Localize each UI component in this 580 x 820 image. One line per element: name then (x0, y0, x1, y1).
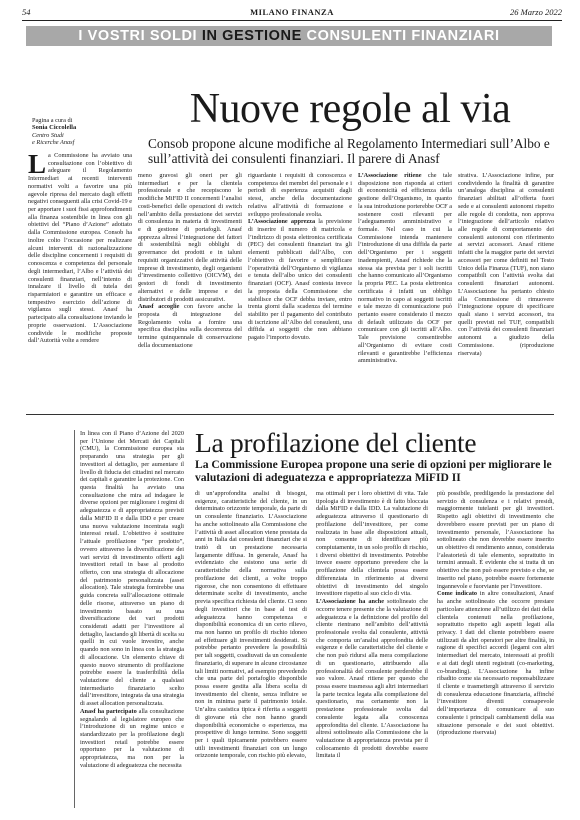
article1-col4-text: che tale disposizione non risponda ai criteri di economicità ed efficienza della gestione dell’Organismo, in quanto la sua introduzione porterebbe OCF a sostenere costi rilevanti per l’adeguamento amministrativo e formale. Nel caso in cui la Commissione intenda mantenere l’introduzione di una diffida da parte dell’Organismo per i soggetti inadempienti, Anasf richiede che la stessa sia prevista per i soli iscritti che hanno comunicato all’Organismo la propria PEC. La posta elettronica certificata è infatti un obbligo normativo in capo ai soggetti iscritti e tale mezzo di comunicazione può pertanto essere considerato il mezzo di default utilizzato da OCF per comunicare con gli iscritti all’Albo. Tale previsione consentirebbe all’Organismo di evitare costi rilevanti e garantirebbe l’efficienza amministrativa. (358, 172, 452, 365)
article2-col1-para2: alla consultazione segnalando al legislatore europeo che l’introduzione di un regime unico e standardizzato per la profilazione degli investitori retail potrebbe essere opportuno per la valutazione di appropriatezza, ma non per la valutazione di adeguatezza che necessita (80, 707, 184, 769)
masthead: MILANO FINANZA (250, 7, 334, 17)
article1-subtitle: Consob propone alcune modifiche al Regolamento Intermediari sull’Albo e sull’attività dei consulenti finanziari. Il parere di Anasf (148, 136, 550, 166)
article1-column-3 (248, 172, 352, 408)
article1-col2-para2: con favore anche la proposta di integrazione del Regolamento volta a fornire una specifica disciplina sulla decorrenza del termine quinquennale di conservazione della documentazione (138, 303, 242, 349)
byline-dept1: Centro Studi (32, 131, 64, 139)
banner-part1: I VOSTRI SOLDI (78, 28, 198, 44)
issue-date: 26 Marzo 2022 (510, 7, 562, 17)
article1-title: Nuove regole al via (189, 86, 511, 132)
article1-col4-lead: L’Associazione ritiene (358, 172, 422, 179)
article1-col2-lead: Anasf accoglie (138, 303, 180, 311)
byline (32, 117, 80, 147)
banner-part3: CONSULENTI FINANZIARI (306, 28, 500, 44)
article1-col2-para1: meno gravosi gli oneri per gli intermediari e per la clientela professionale e che recepiscono le modifiche MiFID II concernenti l’analisi costi-benefici delle operazioni di switch nell’ambito della prestazione dei servizi di consulenza in materia di investimenti e di gestione di portafogli. Anasf apprezza altresì l’integrazione dei fattori di sostenibilità negli obblighi di governance dei prodotti e in taluni requisiti organizzativi delle attività delle imprese di investimento, degli organismi d’investimento collettivo (OICVM), dei gestori di fondi di investimento alternativi e delle imprese e dei distributori di prodotti assicurativi. (138, 172, 242, 303)
dropcap: L (28, 152, 47, 179)
article1-column-2 (138, 172, 242, 408)
article1-col3-lead: L’Associazione apprezza (248, 218, 316, 226)
article2-col4-para2: in altre consultazioni, Anasf ha anche sottolineato che occorre prestare particolare attenzione all’utilizzo dei dati della clientela contenuti nella profilazione, soprattutto rispetto agli aspetti legati alla privacy. I dati del cliente potrebbero essere utilizzati da altri operatori per altre finalità, in ragione di specifici accordi (legami con altri intermediari del mercato, interessati ai profili e ai dati degli utenti registrati (co-marketing, co-branding). L’Associazione ha infine ribadito come sia necessario responsabilizzare il cliente e trasmettergli attraverso il servizio di consulenza educazione finanziaria, affinché l’investitore diventi consapevole dell’importanza di comunicare al suo consulente i principali cambiamenti della sua situazione personale e dei suoi obiettivi. (riproduzione riservata) (437, 590, 554, 737)
article1-column-5 (458, 172, 554, 408)
article2-title: La profilazione del cliente (195, 427, 477, 458)
page-number: 54 (22, 7, 31, 17)
article2-col4-lead: Come indicato (437, 590, 478, 598)
page-header (22, 6, 562, 21)
article2-column-1 (80, 430, 184, 810)
article2-column-3 (316, 490, 428, 810)
byline-author: Sonia Ciccolella (32, 124, 77, 132)
article2-col2-text: di un’approfondita analisi di bisogni, esigenze, caratteristiche del cliente, in un determinato orizzonte temporale, da parte di un consulente finanziario. L’Associazione ha anche sottolineato alla Commissione che l’attività di asset allocation viene prestata da anni in Italia dai consulenti finanziari che si trattò di un prestazione necessaria largamente diffusa. In generale, Anasf ha evidenziato che esistono una serie di caratteristiche della normativa sulla profilazione dei clienti, a volte troppo rigorose, che non consentono di effettuare determinate scelte di investimento, anche previa specifica richiesta del cliente. Ci sono degli investitori che in base al test di adeguatezza hanno competenza e disponibilità economica di un certo rilievo, ma non hanno un profilo di rischio idoneo ad effettuare gli investimenti desiderati. Si potrebbe pertanto prevedere la possibilità per tali soggetti, coadiuvati da un consulente finanziario, di superare in alcune circostanze tali limiti normativi, ad esempio prevedendo che una parte del portafoglio disponibile possa essere gestita alla libera scelta di investimento del cliente, senza influire se non in minima parte il patrimonio totale. Un’altra casistica tipica è riferita a soggetti di giovane età che non hanno grandi disponibilità economiche o esperienza, ma prospettive di lungo termine. Sono soggetti per i quali tipicamente potrebbero essere utili investimenti finanziari con un lungo orizzonte temporale, con rischio più elevato, (195, 490, 307, 760)
article1-col3-para2: la previsione di inserire il numero di matricola e l’indirizzo di posta elettronica certificata (PEC) dei consulenti finanziari tra gli elementi pubblicati dall’Albo, con l’obiettivo di favorire e semplificare l’operatività dell’Organismo di vigilanza e tenuta dell’albo unico dei consulenti finanziari (OCF). Anasf contesta invece la proposta della Commissione che stabilisce che OCF debba inviare, entro trenta giorni dalla scadenza del termine stabilito per il pagamento del contributo di iscrizione all’Albo del consulenti, una diffida ai soggetti che non abbiano pagato l’importo dovuto. (248, 218, 352, 342)
section-banner (26, 26, 552, 46)
byline-intro: Pagina a cura di (32, 117, 73, 124)
article2-col1-para1: In linea con il Piano d’Azione del 2020 per l’Unione dei Mercati dei Capitali (CMU), la Commissione europea sta preparando una strategia per gli investitori al dettaglio, per aumentare il livello di fiducia dei cittadini nel mercato dei capitali e garantire la protezione. Con questa finalità ha avviato una consultazione che mira ad indagare le diverse opzioni per migliorare i regimi di adeguatezza e di appropriatezza previsti dalla MiFID II e dalla IDD e per creare una nuova valutazione incentrata sugli interessi retail. L’obiettivo è sostituire l’attuale profilazione “per prodotto”, ovvero attraverso la diversificazione dei vari servizi di investimento offerti agli investitori retail in base al prodotto offerto, con una strategia di allocazione del patrimonio personalizzata (asset allocation). Tale strategia fornirebbe una guida concreta sull’allocazione ottimale delle risorse, attraverso un piano di investimento basato su una diversificazione dei vari prodotti considerati adatti per l’investitore al dettaglio, lasciando gli libertà di scelta su quelli in cui vuole investire, anche quando non sono in linea con la strategia di allocazione. Un elemento chiave di questo nuovo strumento di profilazione potrebbe essere la trasferibilità della valutazione del cliente a qualsiasi intermediario finanziario scelto dall’investitore, integrata da una strategia di asset allocation personalizzata. (80, 430, 184, 708)
banner-part2: IN GESTIONE (201, 28, 302, 44)
article-separator (26, 414, 554, 415)
article1-col5-text: strativa. L’Associazione infine, pur condividendo la finalità di garantire un’analoga disciplina ai consulenti finanziari abilitati all’offerta fuori sede e ai consulenti autonomi rispetto alle regole di condotta, non approva l’integrazione dell’articolo relativo alle regole di comportamento dei consulenti autonomi con riferimento ai servizi accessori. Anasf ritiene infatti che la maggior parte dei servizi accessori per come definiti nel Testo Unico della Finanza (TUF), non siano compatibili con l’attività svolta dai consulenti finanziari autonomi. L’Associazione ha pertanto chiesto alla Commissione di rimuovere l’integrazione oppure di specificare quali siano i servizi accessori, tra quelli previsti nel TUF, compatibili con l’attività dei consulenti finanziari autonomi a giudizio della Commissione. (riproduzione riservata) (458, 172, 554, 357)
article2-column-4 (437, 490, 554, 810)
article2-subtitle: La Commissione Europea propone una serie di opzioni per migliorare le valutazioni di adeguatezza e appropriatezza MiFID II (195, 458, 552, 484)
article1-column-4 (358, 172, 452, 408)
article1-col3-para1: riguardante i requisiti di conoscenza e competenza dei membri del personale e i periodi di esperienza acquisiti dagli stessi, anche della documentazione relativa all’attività di formazione e sviluppo professionale svolta. (248, 172, 352, 218)
article1-column-1 (28, 152, 132, 408)
byline-dept2: e Ricerche Anasf (32, 139, 75, 147)
article2-col4-para1: più possibile, prediligendo la prestazione del servizio di consulenza e i relativi presidi, maggiormente tutelanti per gli investitori. Rispetto agli obiettivi di investimento che dovrebbero essere previsti per un piano di investimento personale, l’Associazione ha sottolineato che non dovrebbe essere inserito un obiettivo di rendimento annuo, considerata l’aleatorietà di tale elemento, soprattutto in termini annuali. È evidente che si tratta di un obiettivo che non può essere previsto e che, se inserito nel piano, potrebbe essere fortemente ingannevole e fuorviante per l’investitore. (437, 490, 554, 590)
column-rule (74, 430, 75, 808)
article2-col3-lead: L’Associazione ha anche (316, 598, 385, 606)
article1-col1-text: a Commissione ha avviato una consultazione con l’obiettivo di adeguare il Regolamento Intermediari ai recenti interventi normativi volti a favorire una più agevole ripresa del mercato dagli effetti negativi conseguenti alla crisi Covid-19 e per apportare i suoi fissi approfondimenti alla finanza sostenibile in linea con gli obiettivi del “Piano d’Azione” adottato dalla Commissione europea. Consob ha inoltre colto l’occasione per realizzare alcuni interventi di razionalizzazione delle discipline concernenti i requisiti di conoscenza e competenza del personale degli intermediari, l’Albo e l’attività dei consulenti finanziari, nell’intento di innalzare il livello di tutela dei risparmiatori e garantire un efficace e tempestivo esercizio dell’azione di vigilanza sugli stessi. Anasf ha partecipato alla consultazione inviando le proprie osservazioni. L’Associazione condivide le modifiche proposte dall’Autorità volte a rendere (28, 152, 132, 345)
article2-col3-para1: ma ottimali per i loro obiettivi di vita. Tale tipologia di investimento è di fatto bloccata dalla MiFID e dalla IDD. La valutazione di adeguatezza attraverso il questionario di profilazione dell’investitore, per come realizzata in base alle disposizioni attuali, non consente di identificare più compiutamente, in un solo profilo di rischio, i diversi obiettivi di investimento. Potrebbe invece essere opportuno prevedere che la profilazione della clientela possa essere differenziata in riferimento ai diversi obiettivi di investimento del singolo investitore rispetto al suo ciclo di vita. (316, 490, 428, 598)
article2-column-2 (195, 490, 307, 810)
article2-col3-para2: sottolineato che occorre tenere presente che la valutazione di adeguatezza e la definizione del profilo del cliente rientrano nell’ambito dell’attività professionale svolta dal consulente, attività che comporta un’analisi approfondita delle esigenze e delle caratteristiche del cliente e che non può ridursi alla mera compilazione di un questionario, attribuendo alla professionalità del consulente perderebbe il suo valore. Anasf ritiene per questo che possa essere trasmessa agli altri intermediari la parte tecnica legata alla compilazione del questionario, ma certamente non la prestazione professionale svolta dal consulente legata alla conoscenza approfondita del cliente. L’Associazione ha altresì sottolineato alla Commissione che la valutazione di appropriatezza prevista per il collocamento di prodotti dovrebbe essere limitata il (316, 598, 428, 760)
article2-col1-lead: Anasf ha partecipato (80, 707, 137, 715)
